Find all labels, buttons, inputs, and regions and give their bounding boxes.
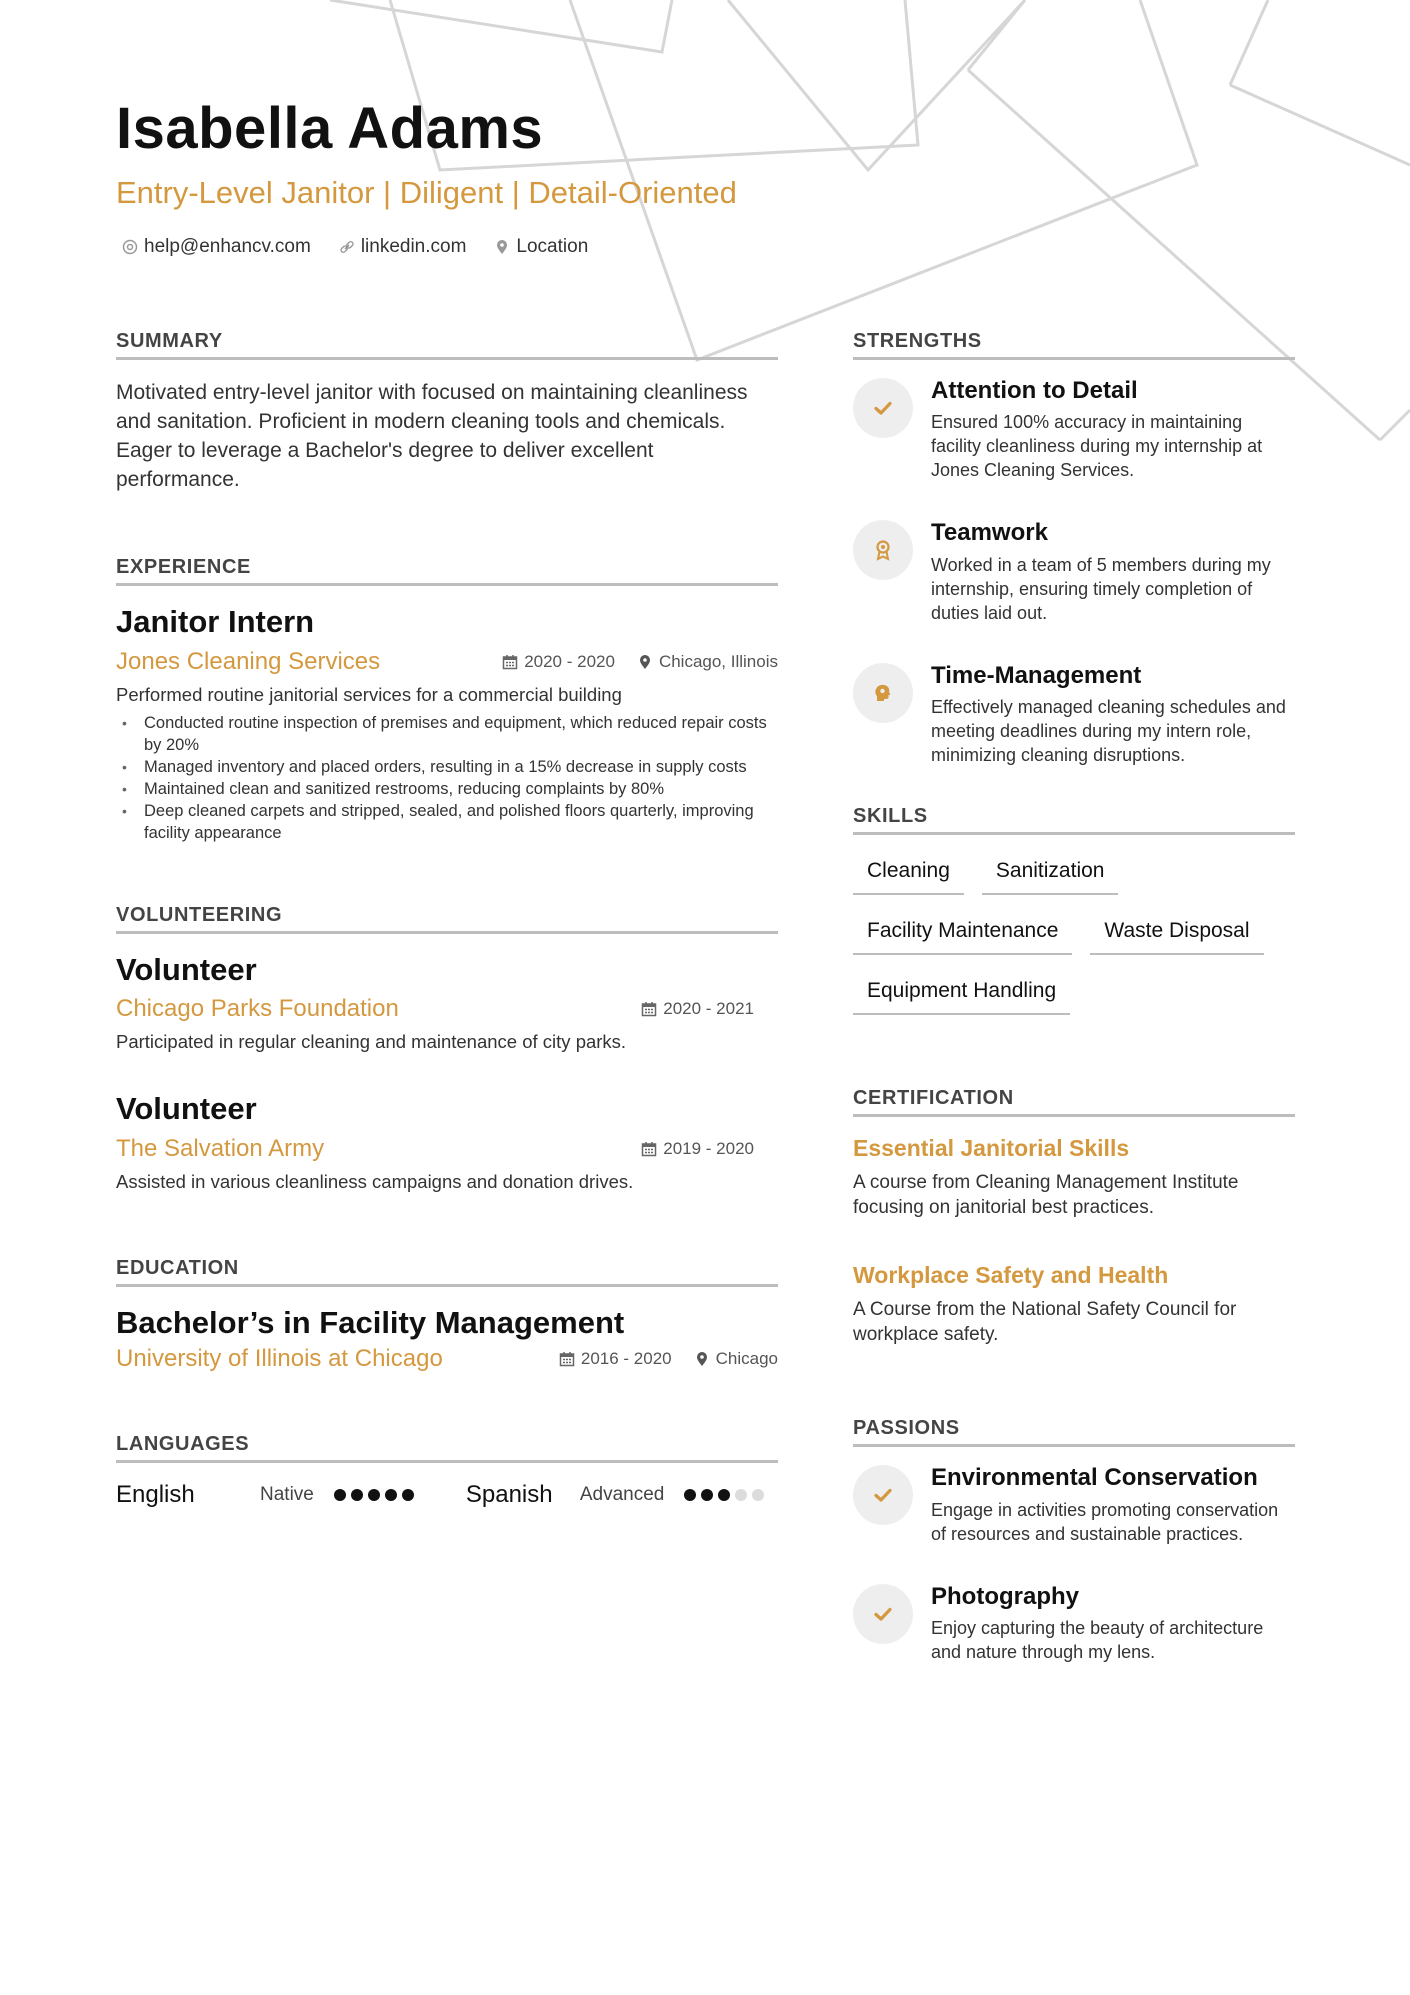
rating-dot-filled [402,1489,414,1501]
skill-tag: Sanitization [982,853,1119,895]
volunteer-description: Participated in regular cleaning and maintenance of city parks. [116,1031,627,1053]
contact-location [494,236,588,258]
award-ribbon-icon [871,538,895,562]
strength-title: Attention to Detail [931,377,1138,404]
contact-email[interactable] [122,236,311,258]
language-level: Advanced [579,1483,665,1505]
volunteer-dates [641,999,754,1019]
language-rating [684,1489,764,1501]
section-title-languages: LANGUAGES [116,1433,778,1463]
job-org-row [116,648,778,676]
summary-section [116,330,778,494]
degree-title: Bachelor’s in Facility Management [116,1304,625,1340]
calendar-icon [641,1001,657,1017]
strengths-section [853,330,1295,767]
volunteering-section [116,904,778,1195]
experience-entry [116,604,778,844]
map-pin-icon [637,654,653,670]
section-title-skills: SKILLS [853,805,1295,835]
volunteer-org: The Salvation Army [116,1134,325,1162]
strength-title: Teamwork [931,519,1048,547]
skills-list [853,853,1295,1015]
volunteer-role: Volunteer [116,1091,257,1127]
list-item: • Maintained clean and sanitized restrooms, reducing complaints by 80% [116,778,778,800]
skill-tag: Equipment Handling [853,973,1070,1015]
skill-tag: Facility Maintenance [853,913,1072,955]
resume-header [116,96,1216,258]
job-location-text: Chicago, Illinois [658,651,778,671]
rating-dot-filled [385,1489,397,1501]
strength-description: Ensured 100% accuracy in maintaining facility cleanliness during my internship at Jones Cleaning Services. [931,412,1263,481]
strength-icon-badge [853,663,913,723]
section-title-summary: SUMMARY [116,330,778,360]
strength-item [853,663,1295,767]
strength-item [853,520,1295,624]
certification-item [853,1135,1295,1220]
volunteer-org-row [116,1135,778,1163]
languages-row [116,1481,778,1509]
section-title-volunteering: VOLUNTEERING [116,904,778,934]
calendar-icon [641,1141,657,1157]
education-dates-text: 2016 - 2020 [580,1348,672,1368]
candidate-tagline: Entry-Level Janitor | Diligent | Detail-Oriented [116,175,737,210]
rating-dot-filled [368,1489,380,1501]
passion-description: Engage in activities promoting conservation of resources and sustainable practices. [931,1499,1279,1544]
languages-section [116,1433,778,1509]
education-location [694,1349,778,1369]
contact-row [116,236,1216,258]
right-column [853,330,1295,1702]
check-icon [871,1483,895,1507]
volunteer-entry [116,1091,778,1195]
language-level: Native [260,1483,314,1505]
passion-icon-badge [853,1584,913,1644]
skill-tag: Waste Disposal [1090,913,1263,955]
job-location [637,652,778,672]
calendar-icon [559,1351,575,1367]
summary-text: Motivated entry-level janitor with focused on maintaining cleanliness and sanitation. Proficient in modern cleaning tools and chemicals. Eager to leverage a Bachelor's degree to deliver excellent performance. [116,381,748,491]
skill-tag: Cleaning [853,853,964,895]
location-text: Location [516,236,589,258]
job-description: Performed routine janitorial services for a commercial building [116,683,622,705]
passion-item [853,1584,1295,1664]
certification-description: A Course from the National Safety Council for workplace safety. [853,1299,1237,1346]
check-icon [871,1602,895,1626]
map-pin-icon [494,239,510,255]
link-icon [339,239,355,255]
skills-section [853,805,1295,1015]
head-brain-icon [871,681,895,705]
education-section [116,1257,778,1373]
job-title: Janitor Intern [116,604,315,639]
job-dates [502,652,615,672]
job-dates-text: 2020 - 2020 [524,651,615,671]
contact-linkedin[interactable] [339,236,467,258]
education-dates [559,1349,672,1369]
check-icon [871,396,895,420]
strength-icon-badge [853,520,913,580]
certification-title: Essential Janitorial Skills [853,1135,1130,1162]
language-name: Spanish [465,1480,553,1508]
linkedin-text: linkedin.com [360,236,467,258]
certification-section [853,1087,1295,1347]
email-text: help@enhancv.com [144,236,311,258]
education-location-text: Chicago [715,1348,778,1368]
list-item: • Managed inventory and placed orders, resulting in a 15% decrease in supply costs [116,756,778,778]
language-name: English [116,1480,195,1508]
job-bullets [116,712,778,844]
section-title-passions: PASSIONS [853,1417,1295,1447]
passions-section [853,1417,1295,1664]
volunteer-role: Volunteer [116,951,257,987]
at-icon [122,239,138,255]
strength-title: Time-Management [931,661,1142,689]
list-item: • Deep cleaned carpets and stripped, sealed, and polished floors quarterly, improving facility appearance [116,800,778,844]
strength-description: Effectively managed cleaning schedules and meeting deadlines during my intern role, minimizing cleaning disruptions. [931,697,1286,766]
section-title-strengths: STRENGTHS [853,330,1295,360]
education-org-row [116,1345,778,1373]
left-column [116,330,778,1509]
rating-dot-empty [735,1489,747,1501]
company-name: Jones Cleaning Services [116,647,381,675]
calendar-icon [502,654,518,670]
strength-description: Worked in a team of 5 members during my internship, ensuring timely completion of duties laid out. [931,554,1271,623]
section-title-experience: EXPERIENCE [116,556,778,586]
rating-dot-filled [334,1489,346,1501]
certification-description: A course from Cleaning Management Institute focusing on janitorial best practices. [853,1172,1239,1219]
volunteer-dates-text: 2019 - 2020 [663,1138,754,1158]
map-pin-icon [694,1351,710,1367]
strength-item [853,378,1295,482]
language-rating [334,1489,414,1501]
volunteer-description: Assisted in various cleanliness campaigns and donation drives. [116,1170,634,1192]
list-item: • Conducted routine inspection of premises and equipment, which reduced repair costs by 20% [116,712,778,756]
volunteer-org-row [116,995,778,1023]
volunteer-dates [641,1139,754,1159]
rating-dot-empty [752,1489,764,1501]
certification-title: Workplace Safety and Health [853,1262,1169,1289]
rating-dot-filled [718,1489,730,1501]
section-title-certification: CERTIFICATION [853,1087,1295,1117]
experience-section [116,556,778,844]
candidate-name: Isabella Adams [116,96,544,161]
section-title-education: EDUCATION [116,1257,778,1287]
passion-title: Environmental Conservation [931,1464,1258,1492]
strength-icon-badge [853,378,913,438]
volunteer-org: Chicago Parks Foundation [116,995,399,1023]
rating-dot-filled [351,1489,363,1501]
volunteer-entry [116,952,778,1056]
rating-dot-filled [701,1489,713,1501]
certification-item [853,1262,1295,1347]
passion-item [853,1465,1295,1545]
passion-title: Photography [931,1582,1079,1610]
passion-icon-badge [853,1465,913,1525]
rating-dot-filled [684,1489,696,1501]
school-name: University of Illinois at Chicago [116,1344,443,1372]
passion-description: Enjoy capturing the beauty of architecture and nature through my lens. [931,1617,1264,1662]
volunteer-dates-text: 2020 - 2021 [663,999,754,1019]
